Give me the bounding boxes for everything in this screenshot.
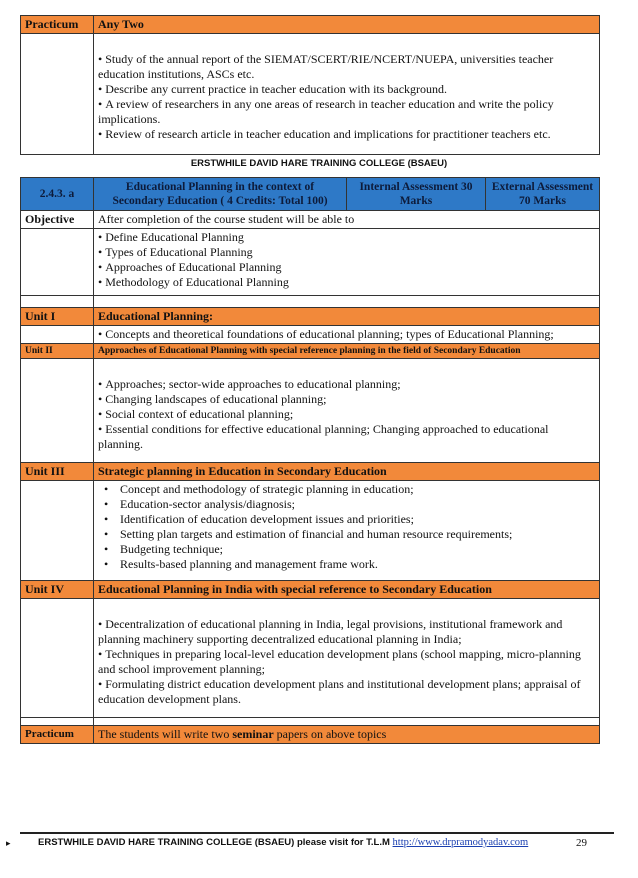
unit-3-title: Strategic planning in Education in Secondary Education <box>94 463 600 481</box>
unit-2-label: Unit II <box>21 344 94 359</box>
course-code: 2.4.3. a <box>21 178 94 211</box>
objective-label: Objective <box>21 211 94 229</box>
internal-assessment: Internal Assessment 30 Marks <box>347 178 486 211</box>
objective-intro: After completion of the course student will be able to <box>94 211 600 229</box>
list-item: • Concept and methodology of strategic planning in education; <box>98 482 595 497</box>
practicum-bottom-row <box>21 726 600 744</box>
unit-4-header <box>21 581 600 599</box>
unit-1-header <box>21 308 600 326</box>
list-item: • Education-sector analysis/diagnosis; <box>98 497 595 512</box>
college-title: ERSTWHILE DAVID HARE TRAINING COLLEGE (BSAEU) <box>190 158 448 169</box>
list-item: • Setting plan targets and estimation of financial and human resource requirements; <box>98 527 595 542</box>
practicum-top-header-row <box>21 16 600 34</box>
unit-1-title: Educational Planning: <box>94 308 600 326</box>
footer <box>38 837 528 848</box>
course-title: Educational Planning in the context of Secondary Education ( 4 Credits: Total 100) <box>94 178 347 211</box>
list-item: • Approaches of Educational Planning <box>98 260 595 275</box>
list-item: • Social context of educational planning; <box>98 407 595 422</box>
unit-4-body <box>21 599 600 718</box>
unit-3-header <box>21 463 600 481</box>
unit-4-title: Educational Planning in India with special reference to Secondary Education <box>94 581 600 599</box>
objective-list <box>98 230 595 290</box>
course-table <box>20 177 600 744</box>
unit-3-label: Unit III <box>21 463 94 481</box>
footer-divider <box>20 832 614 834</box>
practicum-bottom-label: Practicum <box>21 726 94 744</box>
list-item: • Define Educational Planning <box>98 230 595 245</box>
unit-1-label: Unit I <box>21 308 94 326</box>
edge-mark: ▸ <box>6 838 11 848</box>
practicum-top-list <box>98 52 595 142</box>
objective-list-row <box>21 229 600 296</box>
list-item: • Budgeting technique; <box>98 542 595 557</box>
list-item: • A review of researchers in any one areas of research in teacher education and write the policy implications. <box>98 97 595 127</box>
practicum-top-title: Any Two <box>94 16 600 34</box>
list-item: • Methodology of Educational Planning <box>98 275 595 290</box>
list-item: • Concepts and theoretical foundations of educational planning; types of Educational Planning; <box>98 327 595 342</box>
list-item: • Essential conditions for effective educational planning; Changing approached to educational planning. <box>98 422 595 452</box>
unit-1-body <box>21 326 600 344</box>
practicum-top-table <box>20 15 600 155</box>
list-item: • Describe any current practice in teacher education with its background. <box>98 82 595 97</box>
list-item: • Approaches; sector-wide approaches to educational planning; <box>98 377 595 392</box>
unit-2-title: Approaches of Educational Planning with special reference planning in the field of Secondary Education <box>94 344 600 359</box>
unit-2-header <box>21 344 600 359</box>
list-item: • Decentralization of educational planning in India, legal provisions, institutional framework and planning machinery supporting decentralized educational planning in India; <box>98 617 595 647</box>
list-item: • Study of the annual report of the SIEMAT/SCERT/RIE/NCERT/NUEPA, universities teacher education institutions, ASCs etc. <box>98 52 595 82</box>
list-item: • Review of research article in teacher education and implications for practitioner teachers etc. <box>98 127 595 142</box>
list-item: • Types of Educational Planning <box>98 245 595 260</box>
unit-4-label: Unit IV <box>21 581 94 599</box>
footer-text: ERSTWHILE DAVID HARE TRAINING COLLEGE (BSAEU) please visit for T.L.M <box>38 837 390 848</box>
list-item: • Changing landscapes of educational planning; <box>98 392 595 407</box>
unit-3-body <box>21 481 600 581</box>
list-item: • Results-based planning and management frame work. <box>98 557 595 572</box>
practicum-top-body-row <box>21 34 600 155</box>
list-item: • Identification of education development issues and priorities; <box>98 512 595 527</box>
footer-link[interactable]: http://www.drpramodyadav.com <box>392 837 529 848</box>
practicum-top-label: Practicum <box>21 16 94 34</box>
list-item: • Techniques in preparing local-level education development plans (school mapping, micro-planning and school improvement planning; <box>98 647 595 677</box>
objective-row <box>21 211 600 229</box>
course-header-row <box>21 178 600 211</box>
external-assessment: External Assessment 70 Marks <box>486 178 600 211</box>
list-item: • Formulating district education development plans and institutional development plans; appraisal of education development plans. <box>98 677 595 707</box>
unit-2-body <box>21 359 600 463</box>
page-number: 29 <box>576 837 587 849</box>
practicum-bottom-text: The students will write two seminar papers on above topics <box>94 726 600 744</box>
